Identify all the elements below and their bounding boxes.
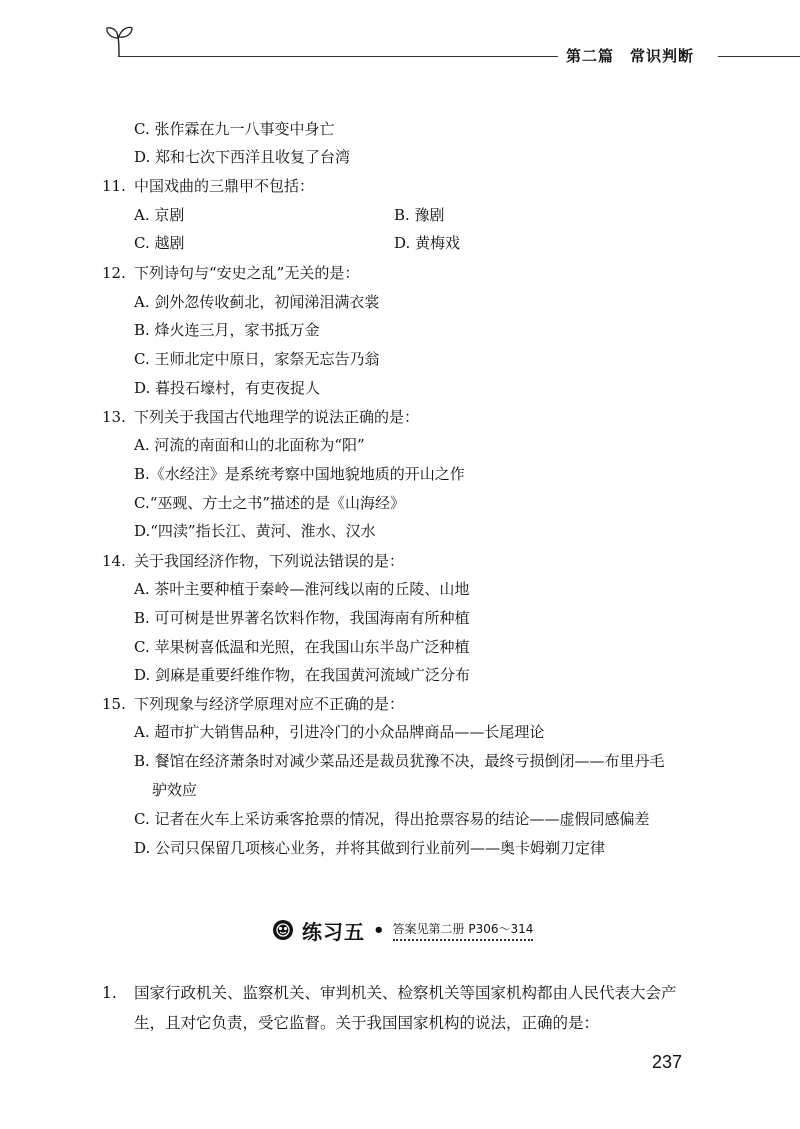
sprout-icon xyxy=(104,24,134,58)
option-c: C. 苹果树喜低温和光照，在我国山东半岛广泛种植 xyxy=(134,638,470,656)
question-stem: 中国戏曲的三鼎甲不包括： xyxy=(134,177,315,195)
question-number: 1. xyxy=(102,984,117,1002)
option-a: A. 茶叶主要种植于秦岭—淮河线以南的丘陵、山地 xyxy=(134,580,470,598)
flower-badge-icon xyxy=(272,919,294,941)
option-a: A. 京剧 xyxy=(134,206,185,224)
option-b: B. 烽火连三月，家书抵万金 xyxy=(134,321,320,339)
option-a: A. 河流的南面和山的北面称为“阳” xyxy=(134,436,365,454)
header-rule-right xyxy=(712,56,800,57)
option-c: C. 王师北定中原日，家祭无忘告乃翁 xyxy=(134,350,380,368)
option-c: C.“巫觋、方士之书”描述的是《山海经》 xyxy=(134,494,406,512)
exercise-title: 练习五 xyxy=(302,919,365,944)
question-stem: 下列关于我国古代地理学的说法正确的是： xyxy=(134,408,420,426)
question-stem: 下列诗句与“安史之乱”无关的是： xyxy=(134,264,360,282)
option-b-continuation: 驴效应 xyxy=(152,781,198,799)
question-number: 15. xyxy=(102,695,126,713)
option-d: D. 郑和七次下西洋且收复了台湾 xyxy=(134,148,351,166)
question-number: 14. xyxy=(102,552,126,570)
exercise-separator-dot: • xyxy=(373,919,385,941)
exercise-heading xyxy=(272,915,533,945)
option-c: C. 张作霖在九一八事变中身亡 xyxy=(134,120,335,138)
section-title: 第二篇 常识判断 xyxy=(560,46,718,66)
option-d: D.“四渎”指长江、黄河、淮水、汉水 xyxy=(134,522,376,540)
answer-reference: 答案见第二册 P306～314 xyxy=(393,920,534,941)
option-d: D. 黄梅戏 xyxy=(394,234,461,252)
option-a: A. 剑外忽传收蓟北，初闻涕泪满衣裳 xyxy=(134,293,380,311)
option-a: A. 超市扩大销售品种，引进冷门的小众品牌商品——长尾理论 xyxy=(134,723,545,741)
option-c: C. 越剧 xyxy=(134,234,185,252)
page-number: 237 xyxy=(652,1052,683,1072)
option-d: D. 公司只保留几项核心业务，并将其做到行业前列——奥卡姆剃刀定律 xyxy=(134,839,606,857)
question-number: 13. xyxy=(102,408,126,426)
option-b: B. 可可树是世界著名饮料作物，我国海南有所种植 xyxy=(134,609,470,627)
option-b: B.《水经注》是系统考察中国地貌地质的开山之作 xyxy=(134,465,465,483)
option-b: B. 豫剧 xyxy=(394,206,445,224)
question-stem: 关于我国经济作物，下列说法错误的是： xyxy=(134,552,405,570)
option-b: B. 餐馆在经济萧条时对减少菜品还是裁员犹豫不决，最终亏损倒闭——布里丹毛 xyxy=(134,752,665,770)
option-d: D. 暮投石壕村，有吏夜捉人 xyxy=(134,379,321,397)
option-c: C. 记者在火车上采访乘客抢票的情况，得出抢票容易的结论——虚假同感偏差 xyxy=(134,810,650,828)
question-stem: 下列现象与经济学原理对应不正确的是： xyxy=(134,695,405,713)
question-number: 11. xyxy=(102,177,126,195)
question-number: 12. xyxy=(102,264,126,282)
question-stem-line: 生，且对它负责，受它监督。关于我国国家机构的说法，正确的是： xyxy=(134,1014,600,1032)
question-stem-line: 国家行政机关、监察机关、审判机关、检察机关等国家机构都由人民代表大会产 xyxy=(134,984,677,1002)
option-d: D. 剑麻是重要纤维作物，在我国黄河流域广泛分布 xyxy=(134,666,471,684)
header-rule-left xyxy=(118,56,558,57)
